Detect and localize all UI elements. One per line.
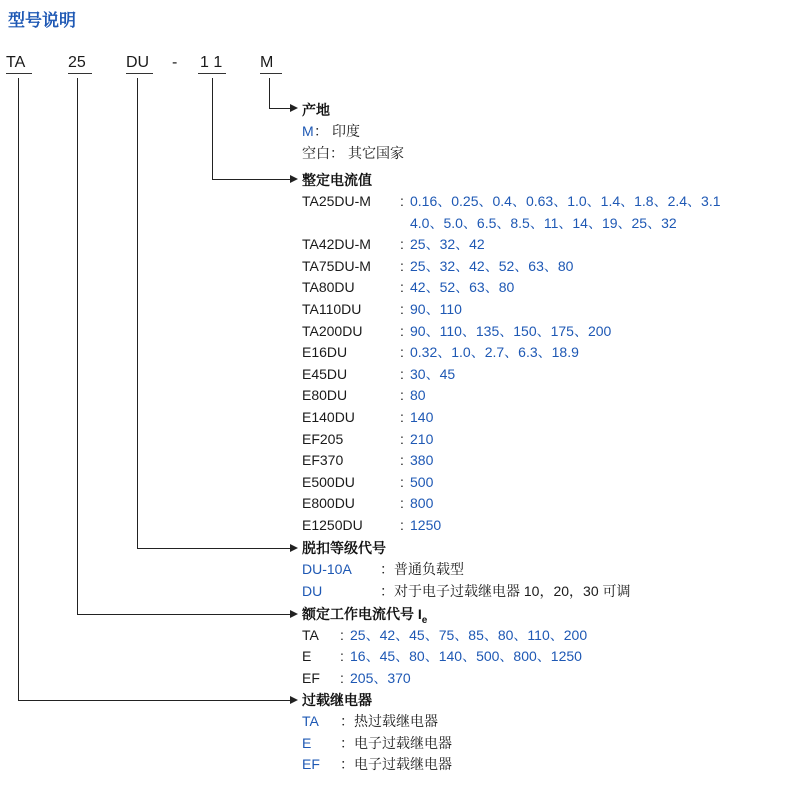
current-model: E1250DU <box>302 517 363 533</box>
origin-heading: 产地 <box>302 102 330 118</box>
relay-key: EF <box>302 756 320 772</box>
current-value: 42、52、63、80 <box>410 279 515 295</box>
current-model: TA200DU <box>302 323 363 339</box>
rated-key: E <box>302 648 312 664</box>
rated-colon: : <box>340 648 344 664</box>
current-value: 500 <box>410 474 434 490</box>
arrow-origin <box>290 104 298 112</box>
current-value: 140 <box>410 409 434 425</box>
origin-key: 空白 <box>302 145 330 161</box>
current-colon: : <box>400 344 404 360</box>
current-colon: : <box>400 366 404 382</box>
current-value: 800 <box>410 495 434 511</box>
code-origin: M <box>260 54 274 71</box>
current-model: E500DU <box>302 474 355 490</box>
connector-relay-horizontal <box>18 700 291 701</box>
current-value: 0.16、0.25、0.4、0.63、1.0、1.4、1.8、2.4、3.1 <box>410 193 721 209</box>
rated-colon: : <box>340 670 344 686</box>
connector-relay-vertical <box>18 78 19 700</box>
current-model: EF370 <box>302 452 344 468</box>
connector-rated-vertical <box>77 78 78 614</box>
current-value: 30、45 <box>410 366 456 382</box>
rated-value: 205、370 <box>350 670 411 686</box>
current-value: 90、110 <box>410 301 462 317</box>
current-value: 90、110、135、150、175、200 <box>410 323 612 339</box>
trip-value: ：对于电子过载继电器 10，20，30 可调 <box>380 583 631 599</box>
connector-origin-vertical <box>269 78 270 108</box>
current-colon: : <box>400 279 404 295</box>
rated-value: 25、42、45、75、85、80、110、200 <box>350 627 588 643</box>
current-value: 80 <box>410 387 426 403</box>
current-model: TA25DU-M <box>302 193 371 209</box>
rated-key: TA <box>302 627 319 643</box>
rated-value: 16、45、80、140、500、800、1250 <box>350 648 582 664</box>
connector-origin-horizontal <box>269 108 291 109</box>
code-underline <box>6 73 32 74</box>
current-colon: : <box>400 387 404 403</box>
origin-sep: ： <box>314 123 328 139</box>
current-colon: : <box>400 301 404 317</box>
code-trip-class: DU <box>126 54 150 71</box>
current-colon: : <box>400 409 404 425</box>
code-underline <box>260 73 282 74</box>
current-value: 0.32、1.0、2.7、6.3、18.9 <box>410 344 579 360</box>
current-value: 380 <box>410 452 434 468</box>
rated-heading-subscript: e <box>421 614 428 626</box>
arrow-trip <box>290 544 298 552</box>
current-model: E80DU <box>302 387 348 403</box>
connector-rated-horizontal <box>77 614 291 615</box>
origin-key: M <box>302 123 314 139</box>
rated-colon: : <box>340 627 344 643</box>
connector-trip-horizontal <box>137 548 291 549</box>
current-value: 25、32、42、52、63、80 <box>410 258 574 274</box>
current-colon: : <box>400 474 404 490</box>
current-value: 1250 <box>410 517 442 533</box>
rated-key: EF <box>302 670 320 686</box>
code-underline <box>198 73 226 74</box>
origin-value: 印度 <box>332 123 360 139</box>
connector-current-horizontal <box>212 179 291 180</box>
arrow-relay <box>290 696 298 704</box>
origin-value: 其它国家 <box>348 145 404 161</box>
code-series: TA <box>6 54 26 71</box>
code-setting-current: 1 1 <box>200 54 223 71</box>
relay-key: TA <box>302 713 319 729</box>
current-model: TA75DU-M <box>302 258 371 274</box>
trip-heading: 脱扣等级代号 <box>302 540 386 556</box>
code-underline <box>126 73 153 74</box>
current-colon: : <box>400 323 404 339</box>
current-value: 4.0、5.0、6.5、8.5、11、14、19、25、32 <box>410 215 677 231</box>
page-title: 型号说明 <box>8 11 76 30</box>
rated-heading <box>302 607 427 626</box>
connector-trip-vertical <box>137 78 138 548</box>
current-colon: : <box>400 258 404 274</box>
rated-heading-text: 额定工作电流代号 I <box>302 606 422 622</box>
current-model: TA80DU <box>302 279 355 295</box>
relay-heading: 过载继电器 <box>302 692 372 708</box>
arrow-current <box>290 175 298 183</box>
current-colon: : <box>400 193 404 209</box>
current-heading: 整定电流值 <box>302 172 372 188</box>
current-colon: : <box>400 452 404 468</box>
current-model: TA42DU-M <box>302 236 371 252</box>
trip-value: ：普通负载型 <box>380 561 464 577</box>
connector-current-vertical <box>212 78 213 179</box>
current-model: TA110DU <box>302 301 362 317</box>
current-colon: : <box>400 431 404 447</box>
code-rated-current: 25 <box>68 54 86 71</box>
relay-key: E <box>302 735 312 751</box>
current-model: E16DU <box>302 344 348 360</box>
current-value: 25、32、42 <box>410 236 485 252</box>
code-dash: - <box>172 54 178 71</box>
current-model: E800DU <box>302 495 355 511</box>
relay-value: ：电子过载继电器 <box>340 756 452 772</box>
code-underline <box>68 73 92 74</box>
current-model: E140DU <box>302 409 355 425</box>
current-model: E45DU <box>302 366 348 382</box>
current-colon: : <box>400 236 404 252</box>
arrow-rated <box>290 610 298 618</box>
origin-sep: ： <box>330 145 344 161</box>
relay-value: ：热过载继电器 <box>340 713 438 729</box>
current-colon: : <box>400 495 404 511</box>
relay-value: ：电子过载继电器 <box>340 735 452 751</box>
trip-key: DU-10A <box>302 561 352 577</box>
current-model: EF205 <box>302 431 344 447</box>
current-value: 210 <box>410 431 434 447</box>
trip-key: DU <box>302 583 323 599</box>
current-colon: : <box>400 517 404 533</box>
